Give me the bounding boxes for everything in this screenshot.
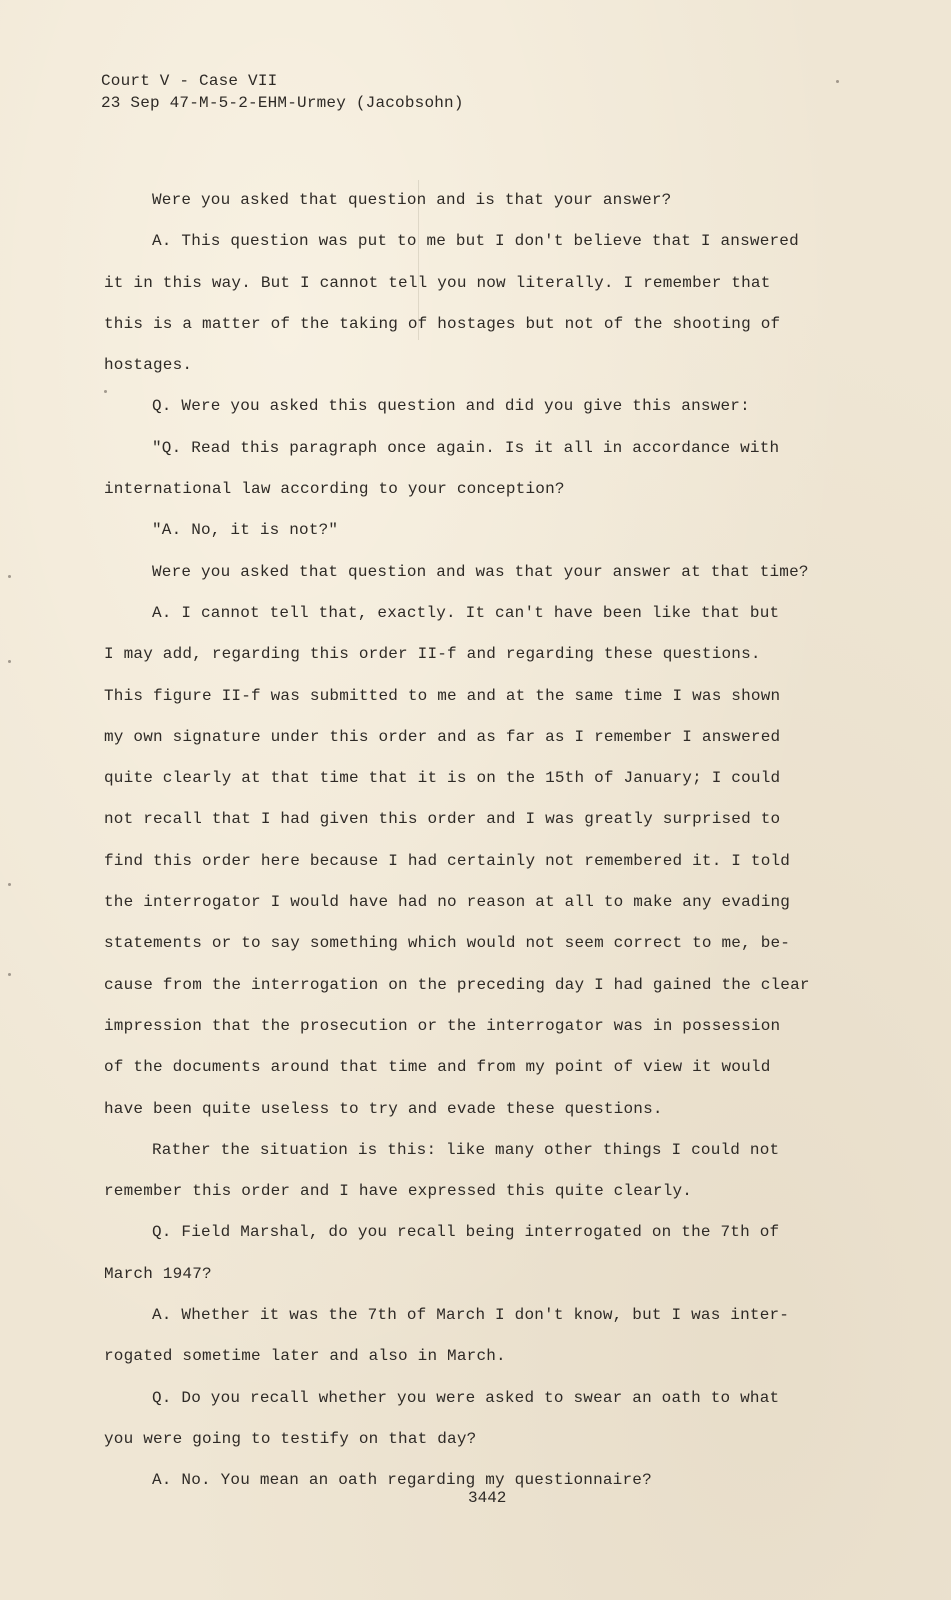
paper-speck [8, 575, 11, 578]
transcript-line: have been quite useless to try and evade these questions. [104, 1099, 663, 1118]
paper-speck [8, 883, 11, 886]
transcript-line: A. No. You mean an oath regarding my questionnaire? [152, 1471, 652, 1490]
page-number: 3442 [468, 1489, 507, 1507]
paper-speck [104, 390, 107, 393]
transcript-line: international law according to your conception? [104, 480, 565, 499]
transcript-line: hostages. [104, 356, 193, 375]
transcript-line: Q. Field Marshal, do you recall being interrogated on the 7th of [152, 1223, 780, 1242]
transcript-line: quite clearly at that time that it is on the 15th of January; I could [104, 769, 781, 788]
paper-speck [836, 80, 839, 83]
transcript-body [104, 180, 849, 1502]
transcript-line: Q. Were you asked this question and did you give this answer: [152, 397, 750, 416]
transcript-line: you were going to testify on that day? [104, 1429, 477, 1448]
transcript-line: the interrogator I would have had no reason at all to make any evading [104, 893, 791, 912]
paper-speck [8, 973, 11, 976]
transcript-line: Rather the situation is this: like many other things I could not [152, 1140, 780, 1159]
header-session-line: 23 Sep 47-M-5-2-EHM-Urmey (Jacobsohn) [101, 94, 464, 112]
paper-speck [8, 660, 11, 663]
transcript-line: A. Whether it was the 7th of March I don't know, but I was inter- [152, 1306, 790, 1325]
transcript-line: Were you asked that question and is that your answer? [152, 191, 672, 209]
transcript-line: This figure II-f was submitted to me and at the same time I was shown [104, 686, 781, 705]
transcript-line: impression that the prosecution or the interrogator was in possession [104, 1016, 781, 1035]
header-court-line: Court V - Case VII [101, 72, 278, 90]
transcript-line: "Q. Read this paragraph once again. Is it all in accordance with [152, 438, 780, 457]
transcript-line: I may add, regarding this order II-f and regarding these questions. [104, 645, 761, 664]
transcript-line: A. I cannot tell that, exactly. It can't have been like that but [152, 603, 780, 622]
transcript-line: not recall that I had given this order and I was greatly surprised to [104, 810, 781, 829]
transcript-line: Q. Do you recall whether you were asked to swear an oath to what [152, 1388, 780, 1407]
transcript-line: "A. No, it is not?" [152, 521, 339, 540]
transcript-line: rogated sometime later and also in March. [104, 1347, 506, 1366]
transcript-line: remember this order and I have expressed this quite clearly. [104, 1182, 693, 1201]
transcript-line: this is a matter of the taking of hostages but not of the shooting of [104, 314, 781, 333]
transcript-line: statements or to say something which would not seem correct to me, be- [104, 934, 791, 953]
transcript-line: cause from the interrogation on the preceding day I had gained the clear [104, 975, 810, 994]
transcript-line: my own signature under this order and as far as I remember I answered [104, 727, 781, 746]
transcript-line: find this order here because I had certainly not remembered it. I told [104, 851, 791, 870]
transcript-line: A. This question was put to me but I don't believe that I answered [152, 232, 799, 251]
transcript-line: of the documents around that time and from my point of view it would [104, 1058, 771, 1077]
document-header [101, 70, 464, 114]
transcript-line: it in this way. But I cannot tell you now literally. I remember that [104, 273, 771, 292]
transcript-line: Were you asked that question and was that your answer at that time? [152, 562, 809, 581]
transcript-line: March 1947? [104, 1264, 212, 1283]
